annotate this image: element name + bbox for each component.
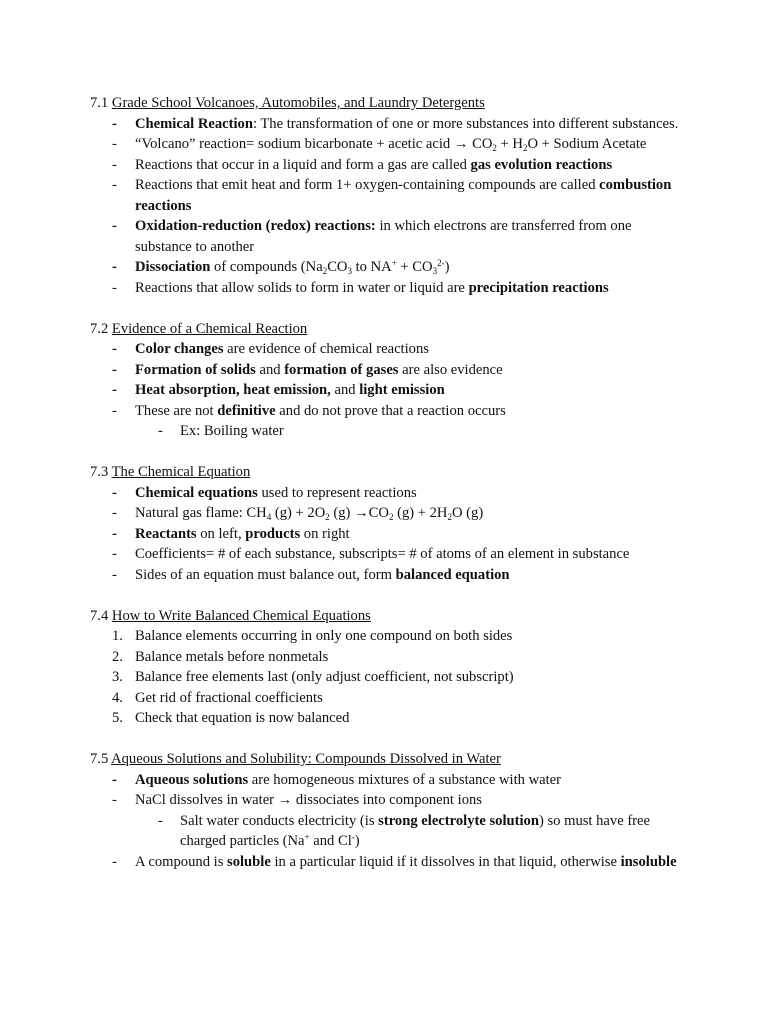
list-item: - Dissociation of compounds ($Na_2CO_3$ to $NA^+ + CO_3^{2-}$): [112, 258, 450, 276]
list-item: - A compound is soluble in a particular liquid if it dissolves in that liquid, otherwise insoluble: [112, 853, 677, 870]
section-title: Grade School Volcanoes, Automobiles, and Laundry Detergents: [111, 95, 485, 111]
list-item: - NaCl dissolves in water → dissociates into component ions: [112, 792, 482, 808]
section-heading: 7.2 Evidence of a Chemical Reaction: [90, 320, 308, 337]
list-item: 3. Balance free elements last (only adjust coefficient, not subscript): [112, 669, 514, 685]
list-item: - Reactions that allow solids to form in water or liquid are precipitation reactions: [112, 279, 609, 296]
section-heading: 7.5 Aqueous Solutions and Solubility: Compounds Dissolved in Water: [90, 751, 501, 767]
section-7-5: [90, 749, 690, 872]
list-item: - Reactions that occur in a liquid and form a gas are called gas evolution reactions: [112, 156, 613, 173]
sub-list-item: - Ex: Boiling water: [158, 423, 284, 439]
bullet-list: [90, 339, 690, 442]
list-item: - Sides of an equation must balance out, form balanced equation: [112, 566, 510, 583]
section-title: How to Write Balanced Chemical Equations: [111, 607, 371, 624]
list-item: - Formation of solids and formation of gases are also evidence: [112, 361, 503, 378]
section-7-3: [90, 462, 690, 585]
list-item: - Natural gas flame: $CH_4$ $(g) + 2O_2$ $(g) \to CO_2$ $(g) + 2H_2O$ (g): [112, 505, 484, 522]
section-heading: 7.1 Grade School Volcanoes, Automobiles, and Laundry Detergents: [90, 95, 485, 111]
list-item: - Color changes are evidence of chemical reactions: [112, 341, 429, 357]
list-item: - “Volcano” reaction= sodium bicarbonate + acetic acid → $CO_2 + H_2O$ + Sodium Acetate: [112, 136, 647, 153]
bullet-list: [90, 114, 690, 299]
list-item: 4. Get rid of fractional coefficients: [112, 689, 323, 706]
section-7-1: [90, 93, 690, 298]
section-heading: 7.4 How to Write Balanced Chemical Equations: [90, 607, 371, 624]
list-item: - Chemical equations used to represent reactions: [112, 484, 417, 501]
section-7-4: [90, 606, 690, 729]
numbered-list: [90, 626, 690, 729]
list-item: 2. Balance metals before nonmetals: [112, 648, 329, 665]
list-item: - Reactants on left, products on right: [112, 525, 350, 542]
list-item: - Heat absorption, heat emission, and light emission: [112, 382, 445, 398]
list-item: - Chemical Reaction: The transformation of one or more substances into different substances.: [112, 115, 679, 132]
list-item: 1. Balance elements occurring in only one compound on both sides: [112, 628, 513, 644]
sub-list-item: - Salt water conducts electricity (is strong electrolyte solution) so must have free charged particles (Na+ and Cl-): [158, 812, 650, 849]
section-7-2: [90, 319, 690, 442]
list-item: - Aqueous solutions are homogeneous mixtures of a substance with water: [112, 771, 562, 788]
bullet-list: [90, 770, 690, 873]
section-title: Evidence of a Chemical Reaction: [111, 320, 308, 337]
list-item: - These are not definitive and do not prove that a reaction occurs: [112, 402, 506, 419]
section-heading: 7.3 The Chemical Equation: [90, 464, 251, 480]
list-item: 5. Check that equation is now balanced: [112, 710, 350, 726]
bullet-list: [90, 483, 690, 586]
list-item: - Coefficients= # of each substance, subscripts= # of atoms of an element in substance: [112, 546, 630, 562]
section-title: The Chemical Equation: [111, 464, 251, 480]
document-page: [90, 93, 690, 893]
list-item: - Reactions that emit heat and form 1+ oxygen-containing compounds are called combustion reactions: [112, 177, 672, 214]
list-item: - Oxidation-reduction (redox) reactions: in which electrons are transferred from one substance to another: [112, 218, 632, 255]
section-title: Aqueous Solutions and Solubility: Compounds Dissolved in Water: [111, 751, 501, 767]
